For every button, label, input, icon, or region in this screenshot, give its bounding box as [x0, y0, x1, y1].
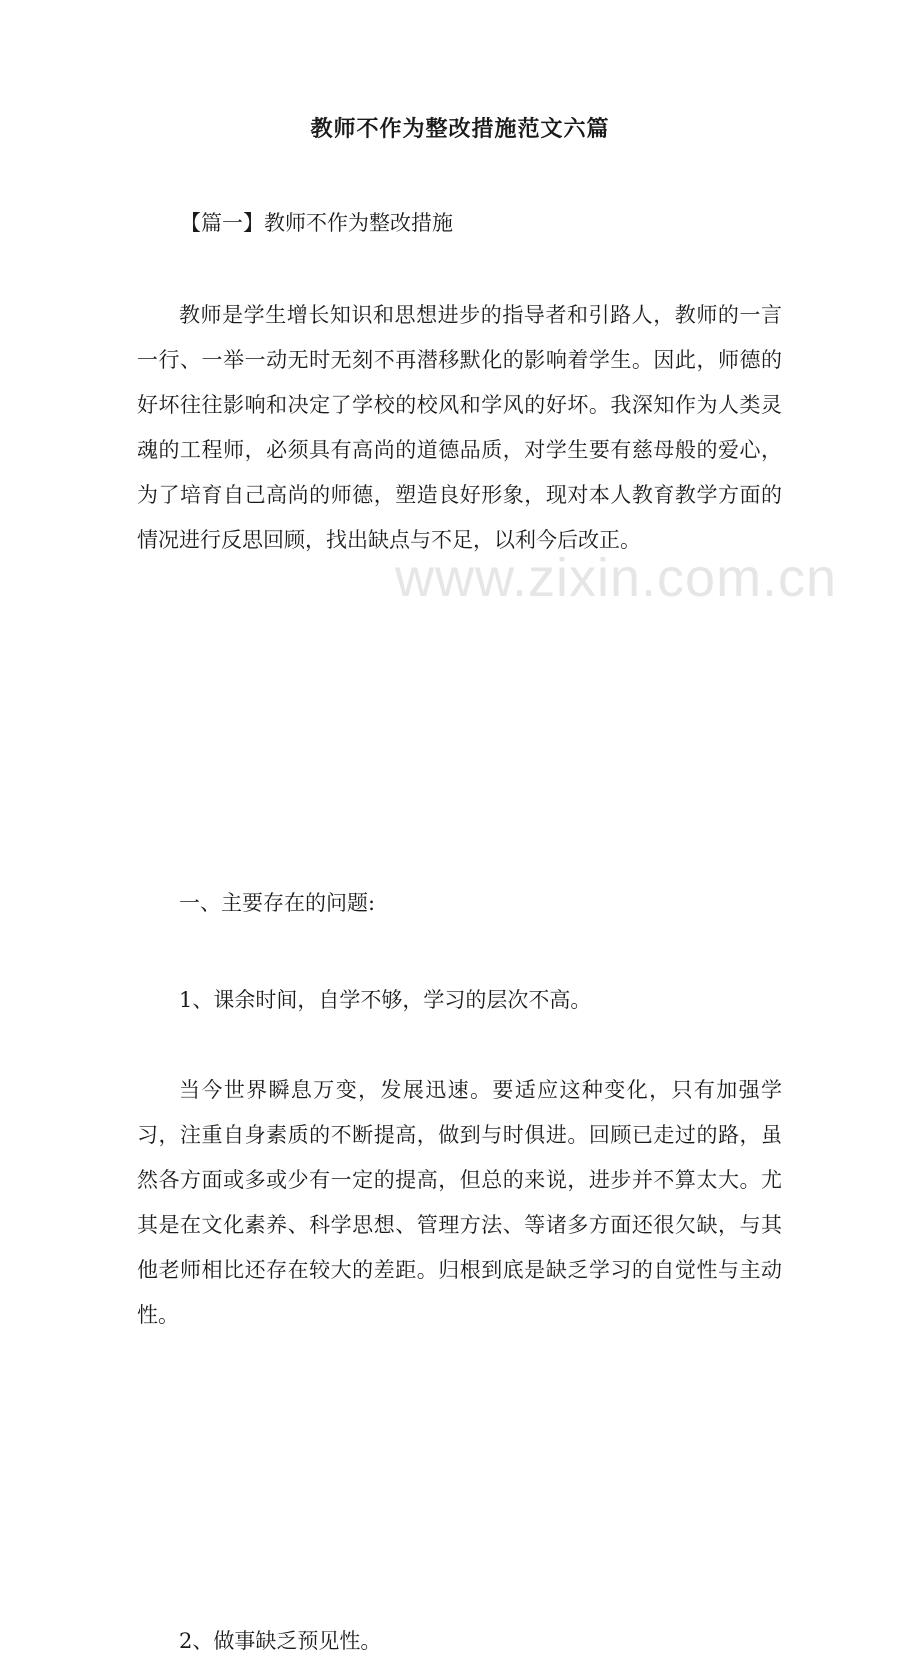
paragraph-problem-1: 当今世界瞬息万变，发展迅速。要适应这种变化，只有加强学习，注重自身素质的不断提高，做到与时俱进。回顾已走过的路，虽然各方面或多或少有一定的提高，但总的来说，进步并不算太大。尤其是在文化素养、科学思想、管理方法、等诸多方面还很欠缺，与其他老师相比还存在较大的差距。归根到底是缺乏学习的自觉性与主动性。: [137, 1078, 782, 1327]
problem-item-2: 2、做事缺乏预见性。: [179, 1629, 382, 1653]
watermark: www.zixin.com.cn: [395, 548, 838, 608]
heading-main-problems: 一、主要存在的问题:: [179, 891, 376, 915]
problem-item-1: 1、课余时间，自学不够，学习的层次不高。: [179, 988, 592, 1012]
paragraph-intro: 教师是学生增长知识和思想进步的指导者和引路人，教师的一言一行、一举一动无时无刻不再潜移默化的影响着学生。因此，师德的好坏往往影响和决定了学校的校风和学风的好坏。我深知作为人类灵魂的工程师，必须具有高尚的道德品质，对学生要有慈母般的爱心，为了培育自己高尚的师德，塑造良好形象，现对本人教育教学方面的情况进行反思回顾，找出缺点与不足，以利今后改正。: [137, 303, 782, 552]
section-heading: 【篇一】教师不作为整改措施: [180, 211, 453, 235]
document-title: 教师不作为整改措施范文六篇: [310, 116, 610, 142]
